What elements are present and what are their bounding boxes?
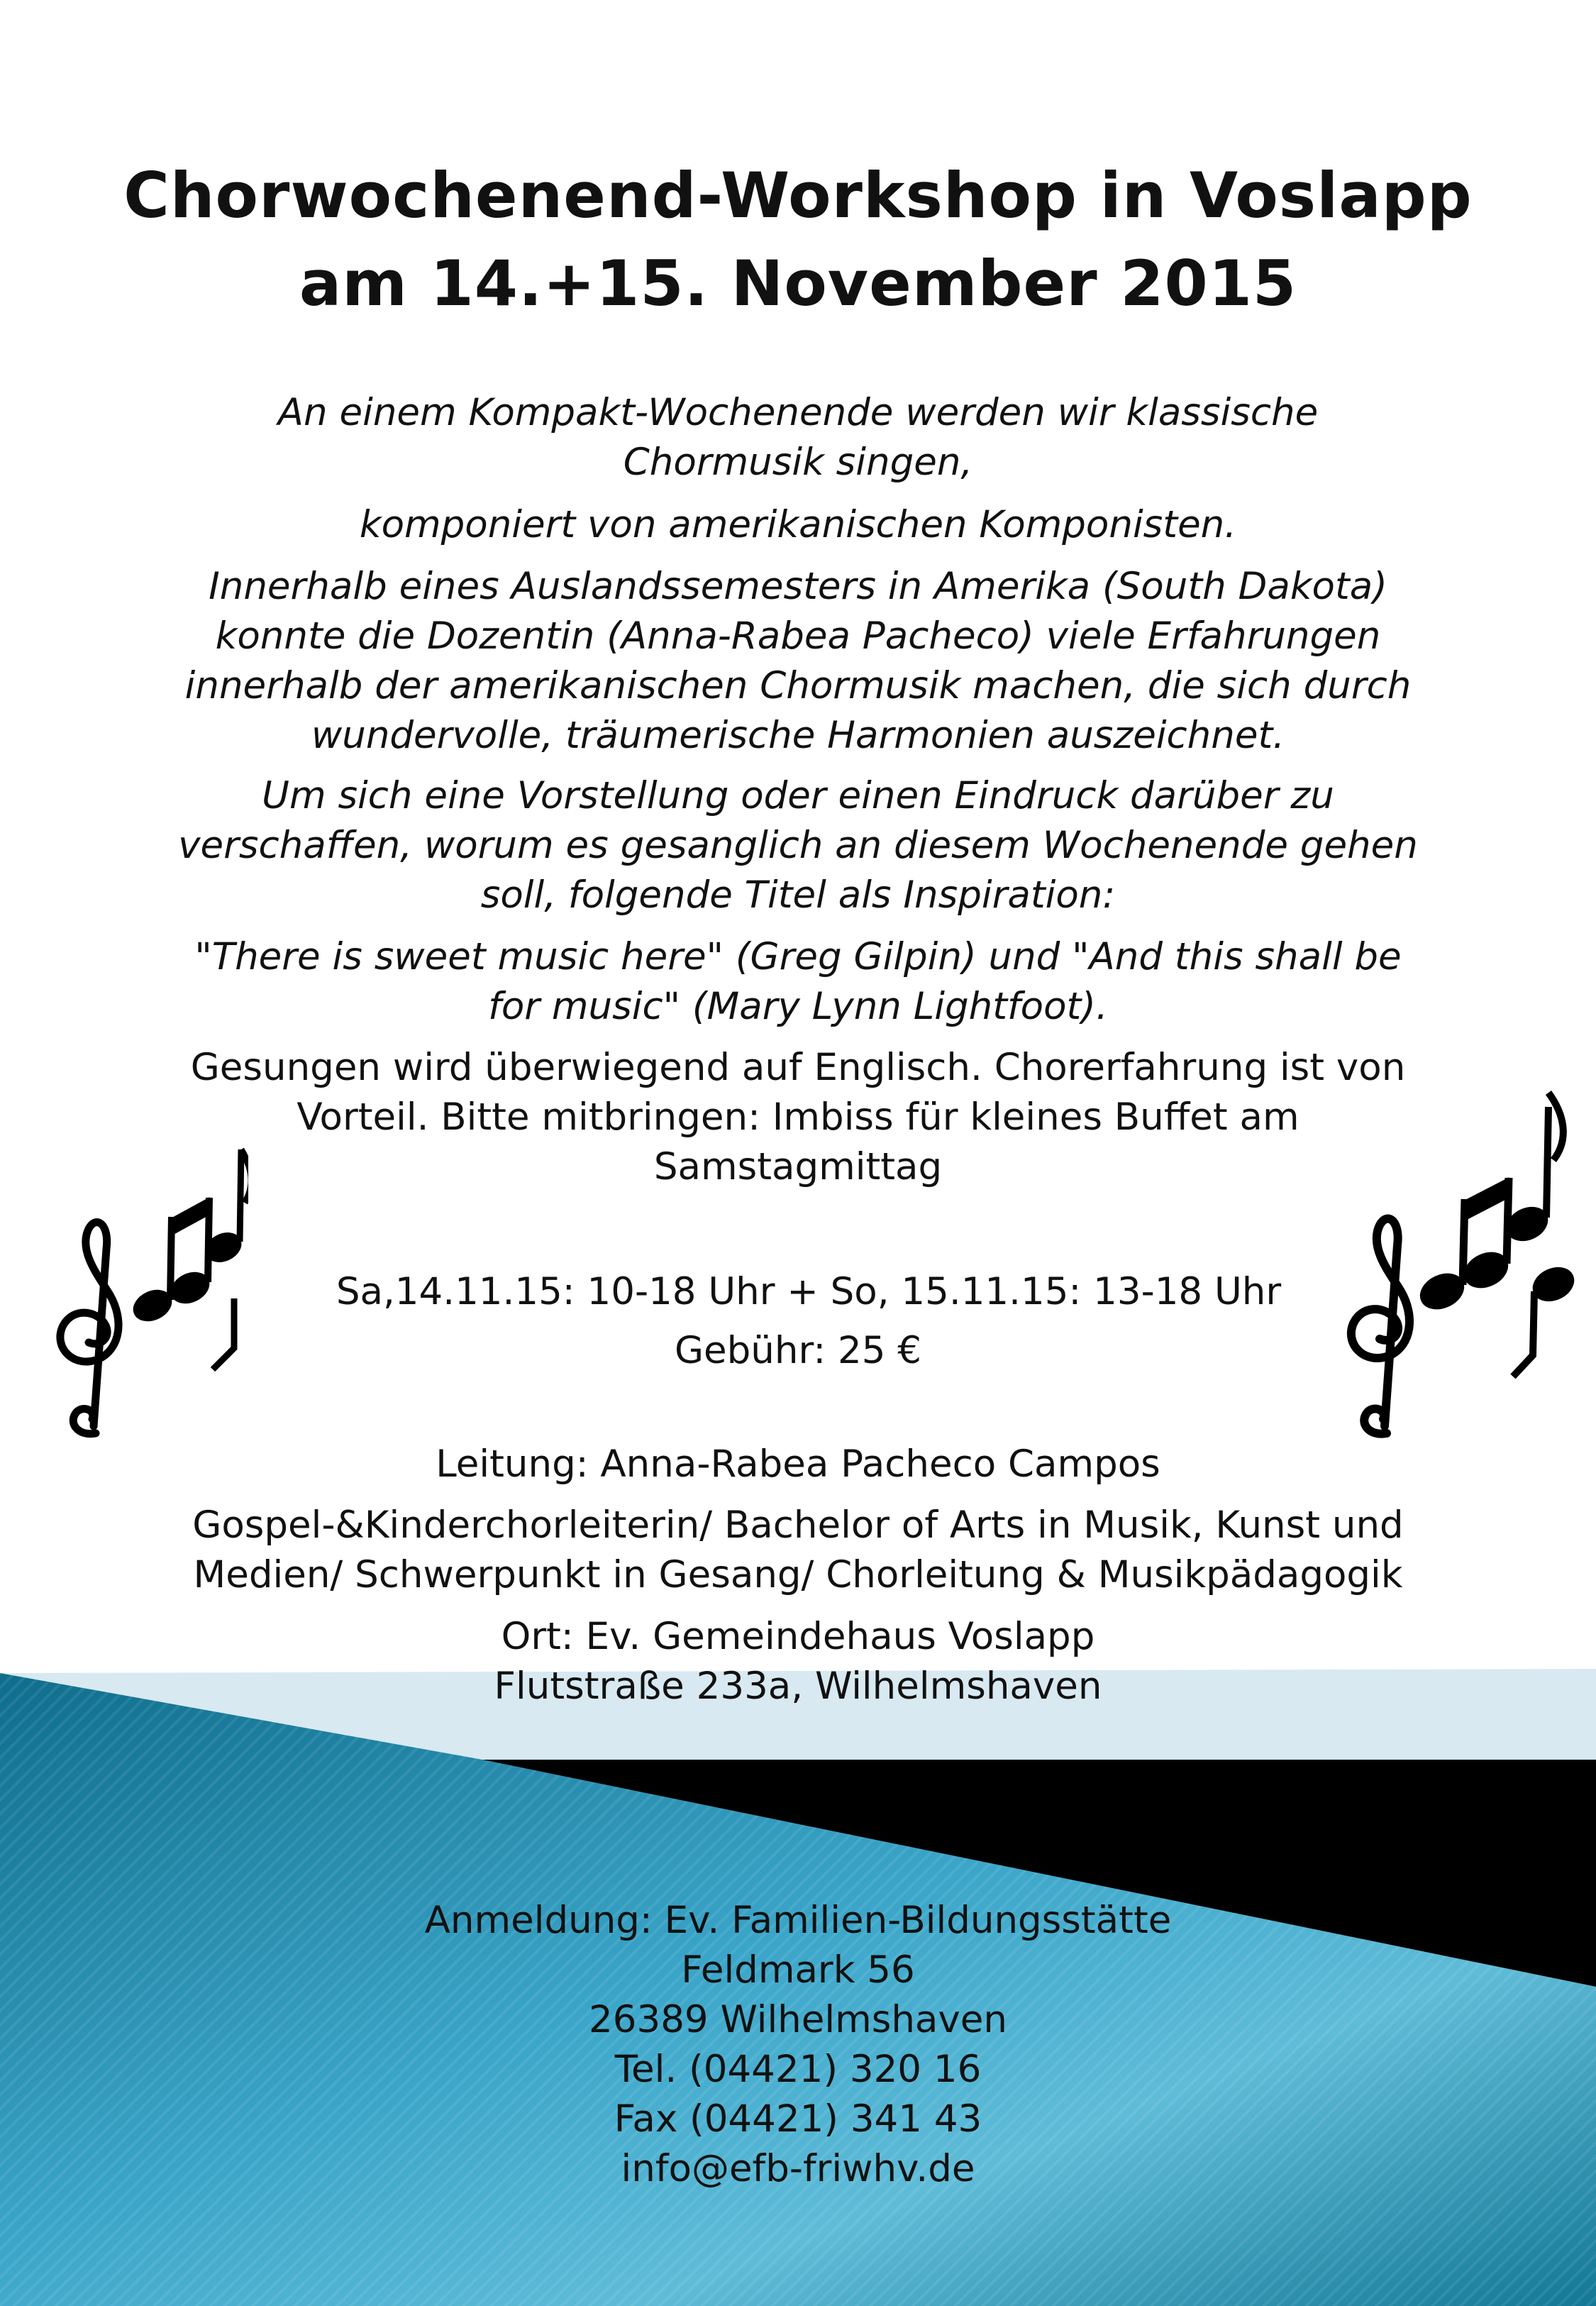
text-line: wundervolle, träumerische Harmonien auszeichnet. (311, 714, 1285, 757)
intro-paragraph-5 (92, 932, 1504, 1032)
schedule: Sa,14.11.15: 10-18 Uhr + So, 15.11.15: 13-18 Uhr (336, 1270, 1282, 1313)
registration-email[interactable]: info@efb-friwhv.de (621, 2147, 975, 2190)
intro-paragraph-2 (92, 500, 1504, 550)
registration-line: Feldmark 56 (681, 1948, 915, 1992)
text-line: "There is sweet music here" (Greg Gilpin) und "And this shall be (194, 935, 1402, 978)
text-line: Samstagmittag (653, 1145, 943, 1188)
intro-paragraph-1 (92, 388, 1504, 487)
text-line: Vorteil. Bitte mitbringen: Imbiss für kleines Buffet am (297, 1096, 1299, 1139)
text-line: Gospel-&Kinderchorleiterin/ Bachelor of Arts in Musik, Kunst und (192, 1504, 1404, 1547)
registration-line: 26389 Wilhelmshaven (589, 1998, 1007, 2041)
venue (92, 1612, 1504, 1711)
intro-paragraph-4 (92, 771, 1504, 920)
leader: Leitung: Anna-Rabea Pacheco Campos (436, 1442, 1160, 1486)
text-line: innerhalb der amerikanischen Chormusik machen, die sich durch (184, 664, 1412, 707)
fee: Gebühr: 25 € (674, 1329, 922, 1372)
intro-paragraph-3 (92, 562, 1504, 761)
details-paragraph (92, 1043, 1504, 1192)
text-line: Chormusik singen, (623, 441, 973, 484)
text-line: Flutstraße 233a, Wilhelmshaven (494, 1665, 1102, 1708)
text-line: Um sich eine Vorstellung oder einen Eindruck darüber zu (262, 774, 1334, 817)
registration-line: Fax (04421) 341 43 (614, 2097, 982, 2141)
text-line: verschaffen, worum es gesanglich an diesem Wochenende gehen (178, 824, 1418, 867)
text-line: konnte die Dozentin (Anna-Rabea Pacheco) viele Erfahrungen (215, 614, 1381, 658)
text-line: komponiert von amerikanischen Komponisten. (359, 503, 1237, 546)
text-line: An einem Kompakt-Wochenende werden wir klassische (277, 391, 1319, 434)
registration-block (0, 1896, 1596, 2194)
text-line: for music" (Mary Lynn Lightfoot). (488, 985, 1108, 1028)
title-line-2: am 14.+15. November 2015 (299, 247, 1297, 320)
registration-line: Tel. (04421) 320 16 (614, 2048, 982, 2091)
text-line: Gesungen wird überwiegend auf Englisch. Chorerfahrung ist von (190, 1046, 1406, 1089)
text-line: Medien/ Schwerpunkt in Gesang/ Chorleitung & Musikpädagogik (193, 1553, 1403, 1596)
registration-line: Anmeldung: Ev. Familien-Bildungsstätte (424, 1899, 1172, 1942)
title-line-1: Chorwochenend-Workshop in Voslapp (123, 159, 1473, 232)
text-line: Ort: Ev. Gemeindehaus Voslapp (501, 1615, 1095, 1658)
qualifications (92, 1501, 1504, 1600)
text-line: Innerhalb eines Auslandssemesters in Amerika (South Dakota) (209, 565, 1387, 608)
text-line: soll, folgende Titel als Inspiration: (480, 873, 1116, 917)
